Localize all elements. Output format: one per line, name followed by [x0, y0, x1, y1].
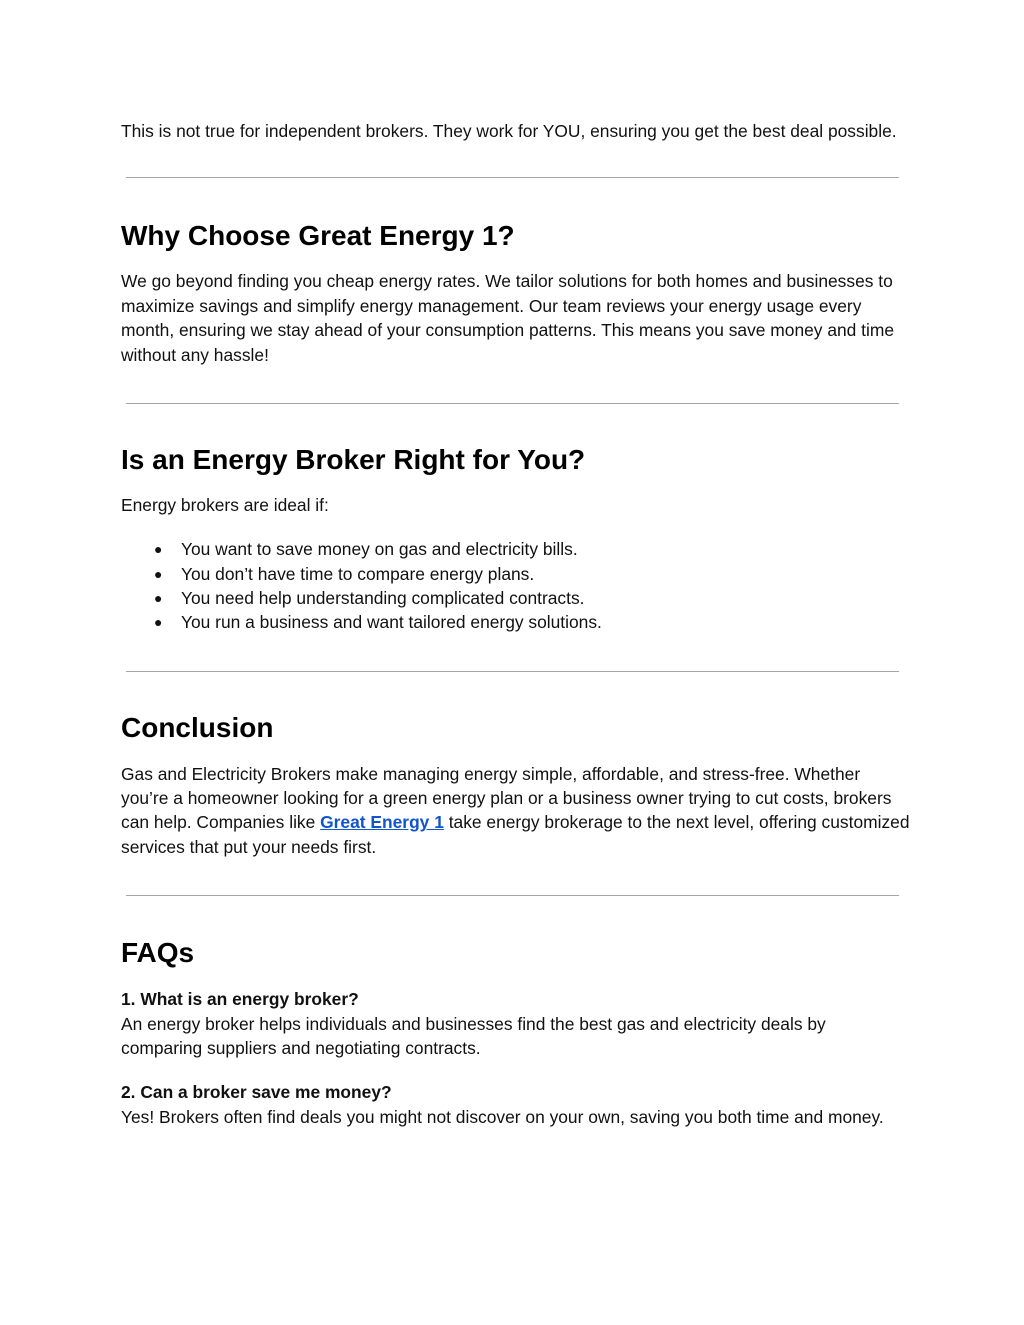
why-paragraph: We go beyond finding you cheap energy rates. We tailor solutions for both homes and businesses to maximize savings and simplify energy management. Our team reviews your energy usage every month, ensuring we stay ahead of your consumption patterns. This means you save money and time without any hassle!: [121, 271, 895, 365]
section-divider: [126, 895, 899, 896]
list-item: [121, 610, 911, 634]
intro-paragraph: This is not true for independent brokers. They work for YOU, ensuring you get the best deal possible.: [121, 121, 897, 141]
bullet-icon: ●: [154, 541, 163, 558]
bullet-icon: ●: [154, 614, 163, 631]
list-item: [121, 562, 911, 586]
section-divider: [126, 177, 899, 178]
conclusion-paragraph: [121, 762, 911, 860]
great-energy-1-link[interactable]: Great Energy 1: [320, 812, 444, 833]
conclusion-text-after-link: take energy brokerage to the next level, offering customized services that put your needs first.: [121, 812, 910, 857]
list-item: [121, 537, 911, 561]
list-item: [121, 586, 911, 610]
conclusion-heading: Conclusion: [121, 711, 274, 743]
faq-question: 2. Can a broker save me money?: [121, 1082, 392, 1103]
faq-item: [121, 1080, 911, 1129]
list-item-text: You need help understanding complicated contracts.: [181, 588, 585, 609]
bullet-icon: ●: [154, 565, 163, 582]
faq-item: [121, 987, 911, 1060]
faq-answer: An energy broker helps individuals and businesses find the best gas and electricity deals by comparing suppliers and negotiating contracts.: [121, 1013, 826, 1059]
faq-answer: Yes! Brokers often find deals you might not discover on your own, saving you both time and money.: [121, 1106, 884, 1127]
conclusion-text-before-link: Gas and Electricity Brokers make managing energy simple, affordable, and stress-free. Whether you’re a homeowner looking for a green energy plan or a business owner trying to cut costs, brokers can help. Companies like: [121, 763, 892, 833]
faq-question: 1. What is an energy broker?: [121, 989, 359, 1010]
document-page: [121, 119, 911, 1129]
why-heading: Why Choose Great Energy 1?: [121, 220, 515, 252]
list-item-text: You don’t have time to compare energy plans.: [181, 563, 535, 584]
right-for-you-heading: Is an Energy Broker Right for You?: [121, 444, 586, 476]
faqs-heading: FAQs: [121, 937, 195, 969]
list-item-text: You run a business and want tailored energy solutions.: [181, 612, 602, 633]
section-divider: [126, 671, 899, 672]
bullet-icon: ●: [154, 590, 163, 607]
right-for-you-lead: Energy brokers are ideal if:: [121, 495, 329, 516]
right-for-you-list: [121, 537, 911, 634]
list-item-text: You want to save money on gas and electricity bills.: [181, 539, 578, 560]
section-divider: [126, 403, 899, 404]
